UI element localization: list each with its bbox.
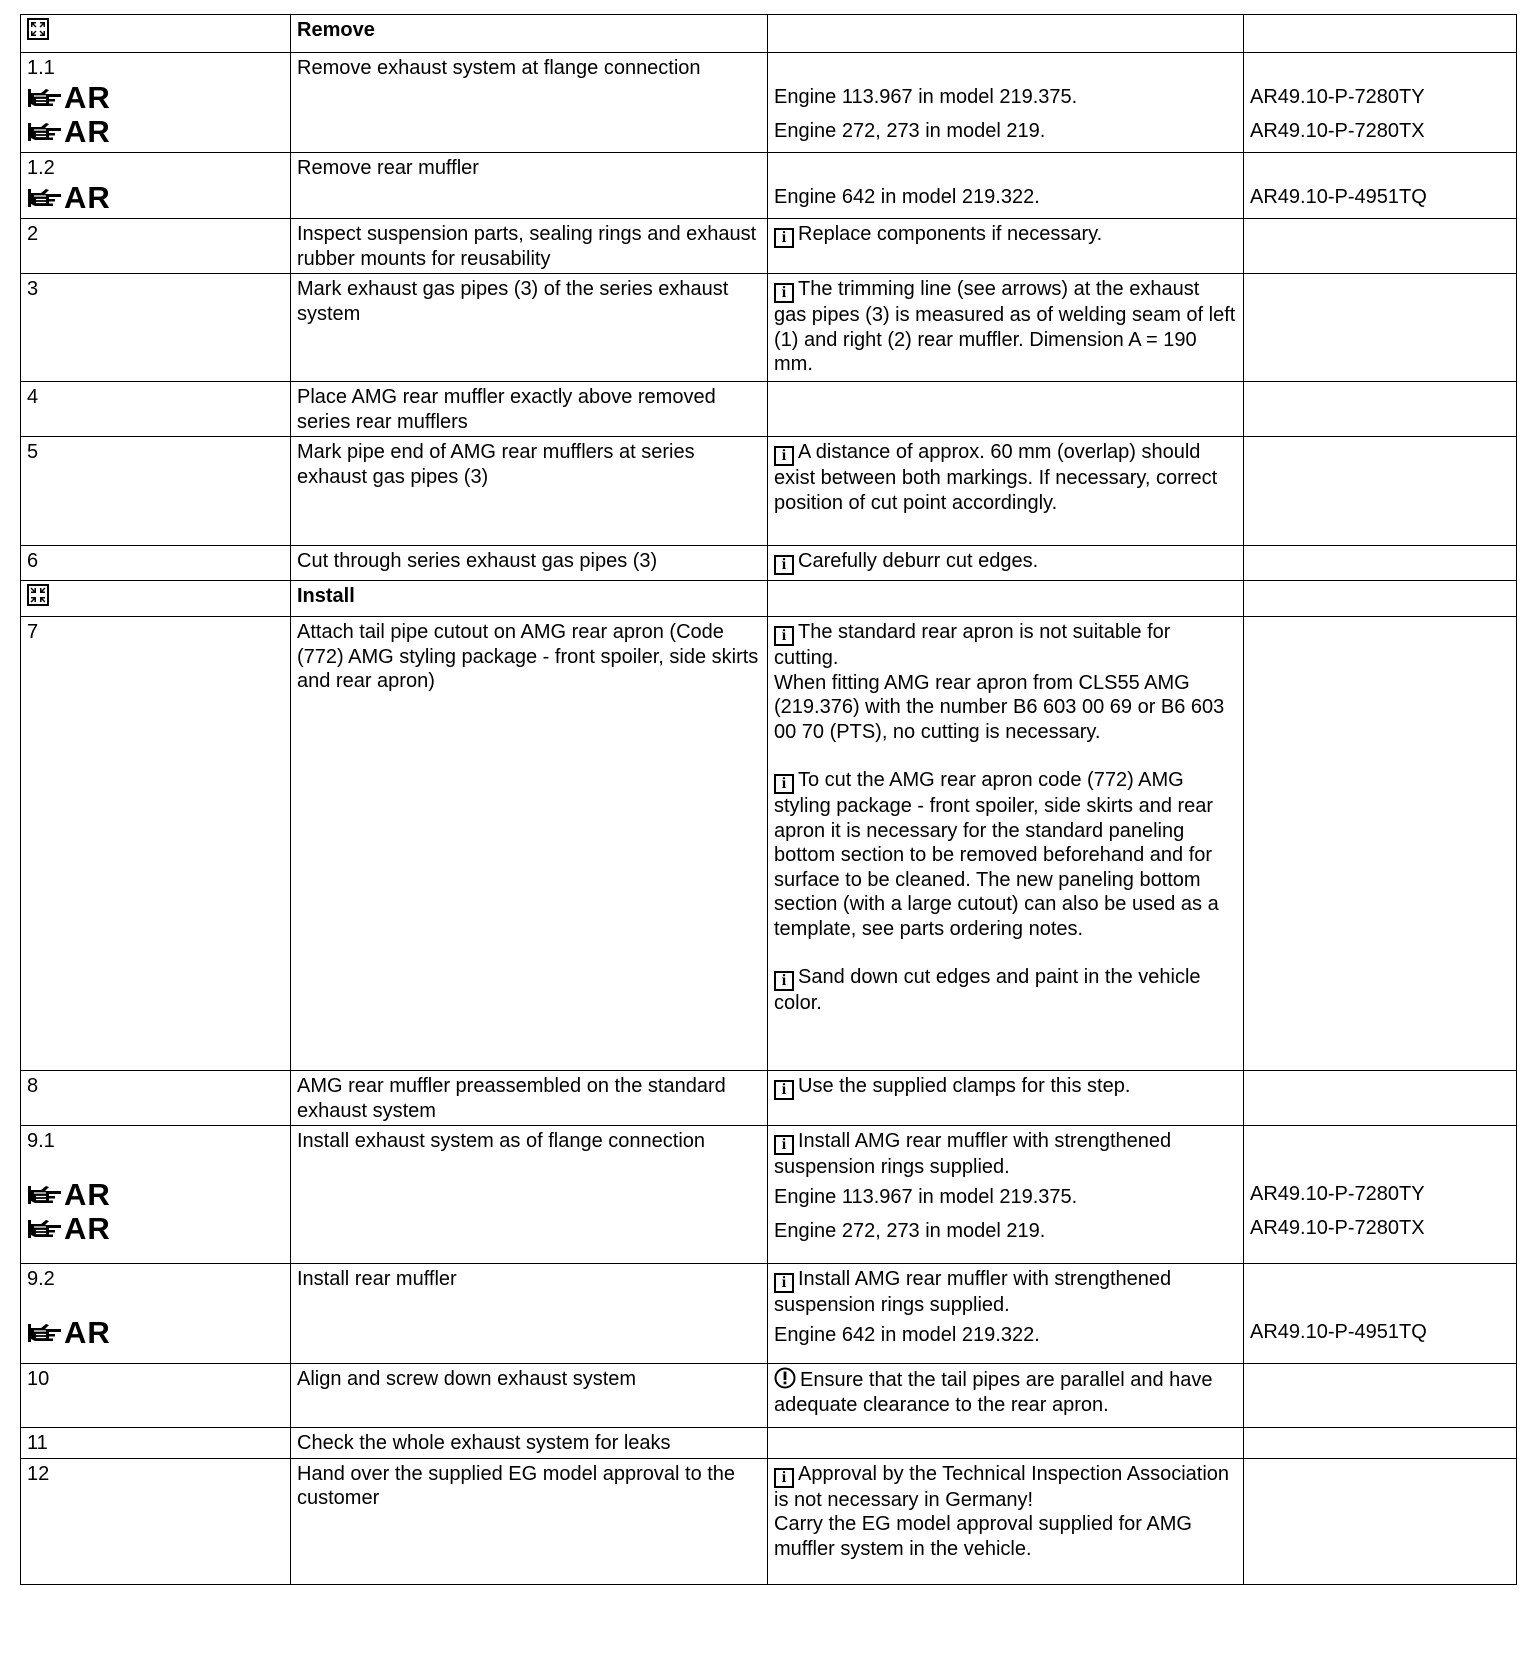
note-text: Use the supplied clamps for this step. — [798, 1075, 1131, 1097]
ar-document-link[interactable]: AR49.10-P-7280TY — [1250, 86, 1425, 108]
info-icon: i — [774, 1468, 794, 1488]
step-number: 7 — [21, 617, 291, 1071]
note-text: Ensure that the tail pipes are parallel and have adequate clearance to the rear apron. — [774, 1369, 1213, 1416]
step-operation: Cut through series exhaust gas pipes (3) — [291, 546, 768, 581]
step-operation: Install exhaust system as of flange connection — [291, 1126, 768, 1264]
ar-document-link[interactable]: AR49.10-P-4951TQ — [1250, 1321, 1427, 1343]
step-row — [21, 1364, 1517, 1428]
step-number: 4 — [21, 382, 291, 437]
note-text: Sand down cut edges and paint in the vehicle color. — [774, 966, 1201, 1014]
step-number: 10 — [21, 1364, 291, 1428]
step-row — [21, 1458, 1517, 1584]
step-row — [21, 546, 1517, 581]
step-number: 1.1 — [27, 57, 55, 79]
note-text: To cut the AMG rear apron code (772) AMG styling package - front spoiler, side skirts and rear apron it is necessary for the standard paneling bottom section to be removed beforehand and for surface to be cleaned. The new paneling bottom section (with a large cutout) can also be used as a template, see parts ordering notes. — [774, 769, 1219, 940]
step-number: 8 — [21, 1071, 291, 1126]
step-row — [21, 1126, 1517, 1264]
install-section-icon — [27, 584, 49, 606]
step-number: 2 — [21, 219, 291, 274]
step-number: 6 — [21, 546, 291, 581]
ar-document-link[interactable]: AR49.10-P-7280TX — [1250, 120, 1425, 142]
pointing-hand-icon — [27, 1218, 63, 1240]
pointing-hand-icon — [27, 87, 63, 109]
condition-text: Engine 272, 273 in model 219. — [774, 120, 1046, 142]
info-icon: i — [774, 446, 794, 466]
step-number: 1.2 — [27, 157, 55, 179]
step-row — [21, 617, 1517, 1071]
step-number: 5 — [21, 437, 291, 546]
remove-section-icon — [27, 18, 49, 40]
step-operation: Mark exhaust gas pipes (3) of the series exhaust system — [291, 274, 768, 382]
info-icon: i — [774, 228, 794, 248]
condition-text: Engine 113.967 in model 219.375. — [774, 1185, 1078, 1208]
step-row — [21, 1428, 1517, 1459]
step-operation: Install rear muffler — [291, 1264, 768, 1364]
condition-text: Engine 642 in model 219.322. — [774, 186, 1040, 208]
step-row — [21, 1264, 1517, 1364]
info-icon: i — [774, 283, 794, 303]
step-operation: Hand over the supplied EG model approval to the customer — [291, 1458, 768, 1584]
caution-icon — [774, 1367, 796, 1389]
note-text: When fitting AMG rear apron from CLS55 AMG (219.376) with the number B6 603 00 69 or B6 603 00 70 (PTS), no cutting is necessary. — [774, 671, 1225, 743]
ar-reference-icon: AR — [27, 181, 284, 215]
step-operation: Check the whole exhaust system for leaks — [291, 1428, 768, 1459]
note-text: Replace components if necessary. — [798, 223, 1103, 245]
section-row-install — [21, 581, 1517, 617]
condition-text: Engine 272, 273 in model 219. — [774, 1219, 1046, 1242]
pointing-hand-icon — [27, 1322, 63, 1344]
note-text: Install AMG rear muffler with strengthened suspension rings supplied. — [774, 1130, 1172, 1178]
step-operation: AMG rear muffler preassembled on the standard exhaust system — [291, 1071, 768, 1126]
step-row — [21, 153, 1517, 219]
step-operation: Inspect suspension parts, sealing rings and exhaust rubber mounts for reusability — [291, 219, 768, 274]
pointing-hand-icon — [27, 1184, 63, 1206]
ar-document-link[interactable]: AR49.10-P-4951TQ — [1250, 186, 1427, 208]
step-number: 3 — [21, 274, 291, 382]
step-row — [21, 219, 1517, 274]
info-icon: i — [774, 1273, 794, 1293]
condition-text: Engine 113.967 in model 219.375. — [774, 86, 1078, 108]
info-icon: i — [774, 774, 794, 794]
step-operation: Place AMG rear muffler exactly above removed series rear mufflers — [291, 382, 768, 437]
step-operation: Mark pipe end of AMG rear mufflers at series exhaust gas pipes (3) — [291, 437, 768, 546]
work-steps-table — [20, 14, 1517, 1585]
note-text: The standard rear apron is not suitable for cutting. — [774, 621, 1171, 669]
step-row — [21, 274, 1517, 382]
info-icon: i — [774, 1080, 794, 1100]
section-title-install: Install — [291, 581, 768, 617]
step-operation: Remove exhaust system at flange connection — [291, 53, 768, 153]
ar-reference-icon: AR — [27, 1316, 284, 1350]
note-text: Carefully deburr cut edges. — [798, 550, 1039, 572]
step-number: 9.2 — [27, 1268, 55, 1290]
step-number: 12 — [21, 1458, 291, 1584]
info-icon: i — [774, 555, 794, 575]
step-operation: Align and screw down exhaust system — [291, 1364, 768, 1428]
section-row-remove — [21, 15, 1517, 53]
info-icon: i — [774, 626, 794, 646]
step-row — [21, 53, 1517, 153]
note-text: Carry the EG model approval supplied for AMG muffler system in the vehicle. — [774, 1513, 1192, 1560]
note-text: Approval by the Technical Inspection Association is not necessary in Germany! — [774, 1462, 1230, 1511]
ar-reference-icon: AR — [27, 115, 284, 149]
condition-text: Engine 642 in model 219.322. — [774, 1323, 1040, 1346]
ar-document-link[interactable]: AR49.10-P-7280TX — [1250, 1217, 1425, 1239]
step-number: 9.1 — [27, 1130, 55, 1152]
note-text: A distance of approx. 60 mm (overlap) should exist between both markings. If necessary, correct position of cut point accordingly. — [774, 441, 1218, 514]
section-title-remove: Remove — [291, 15, 768, 53]
step-row — [21, 1071, 1517, 1126]
step-operation: Remove rear muffler — [291, 153, 768, 219]
ar-document-link[interactable]: AR49.10-P-7280TY — [1250, 1183, 1425, 1205]
step-number: 11 — [21, 1428, 291, 1459]
info-icon: i — [774, 1135, 794, 1155]
pointing-hand-icon — [27, 187, 63, 209]
pointing-hand-icon — [27, 121, 63, 143]
step-operation: Attach tail pipe cutout on AMG rear apron (Code (772) AMG styling package - front spoiler, side skirts and rear apron) — [291, 617, 768, 1071]
info-icon: i — [774, 971, 794, 991]
note-text: The trimming line (see arrows) at the exhaust gas pipes (3) is measured as of welding seam of left (1) and right (2) rear muffler. Dimension A = 190 mm. — [774, 278, 1236, 375]
step-row — [21, 382, 1517, 437]
ar-reference-icon: AR — [27, 1212, 284, 1246]
step-row — [21, 437, 1517, 546]
ar-reference-icon: AR — [27, 1178, 284, 1212]
ar-reference-icon: AR — [27, 81, 284, 115]
note-text: Install AMG rear muffler with strengthened suspension rings supplied. — [774, 1268, 1172, 1316]
